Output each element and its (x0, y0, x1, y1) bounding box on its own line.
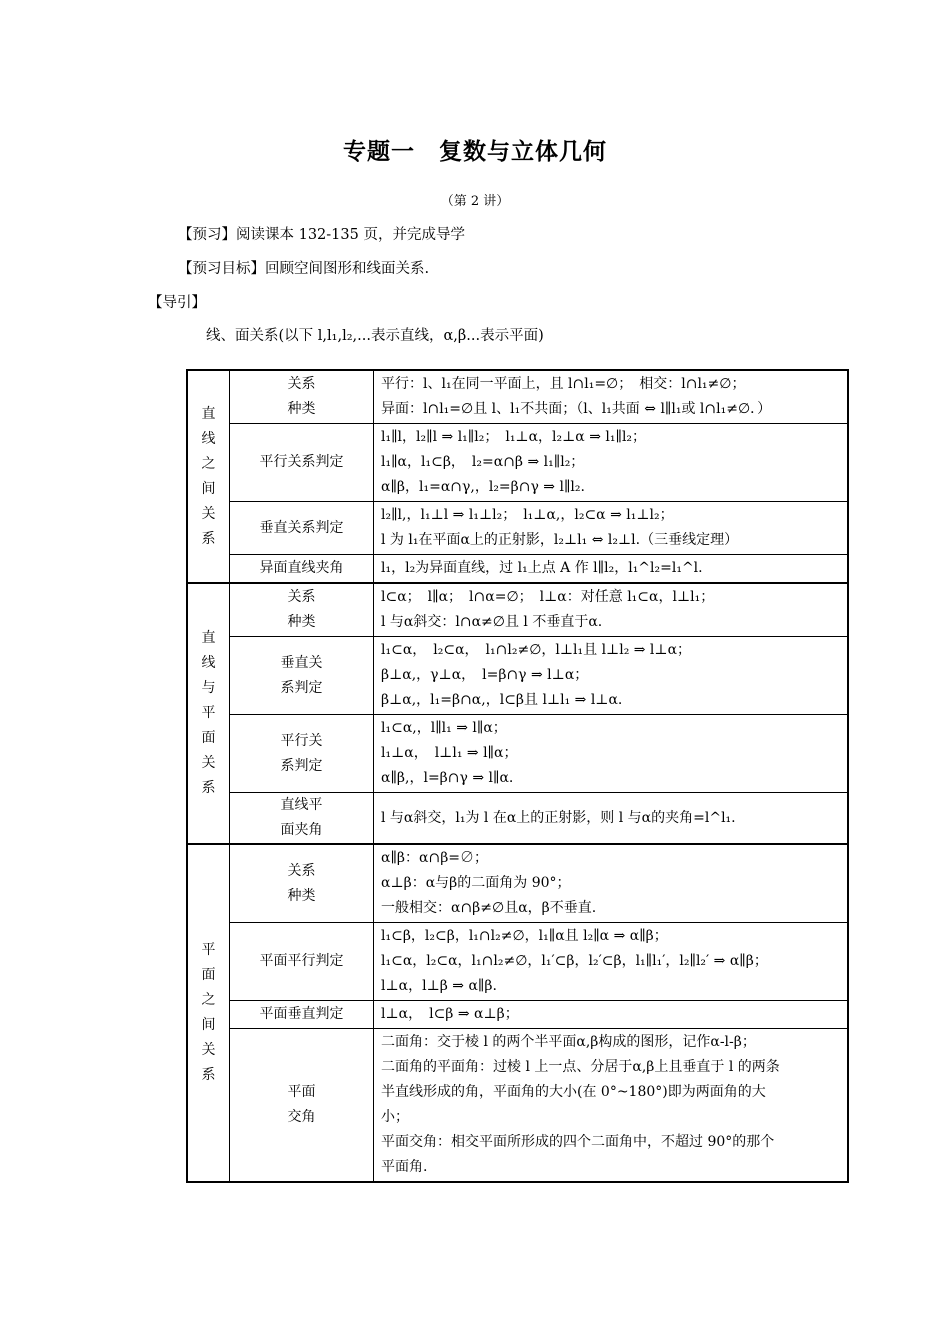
row-content: l₁，l₂为异面直线，过 l₁上点 A 作 l∥l₂，l₁^l₂=l₁^l. (374, 555, 849, 584)
table-row (187, 502, 848, 555)
row-content: 二面角：交于棱 l 的两个半平面α,β构成的图形，记作α-l-β； 二面角的平面角：过棱 l 上一点、分居于α,β上且垂直于 l 的两条 半直线形成的角，平面角的大小(在 0°~180°)即为两面角的大 小； 平面交角：相交平面所形成的四个二面角中，不超过 90°的那个 平面角. (374, 1029, 849, 1183)
row-content: l⊥α， l⊂β ⇒ α⊥β； (374, 1001, 849, 1029)
row-label: 垂直关 系判定 (230, 637, 374, 715)
guide-heading: 【导引】 (148, 295, 206, 311)
table-row (187, 793, 848, 845)
row-content: l₁⊂β，l₂⊂β，l₁∩l₂≠∅，l₁∥α且 l₂∥α ⇒ α∥β； l₁⊂α，l₂⊂α，l₁∩l₂≠∅，l₁′⊂β，l₂′⊂β，l₁∥l₁′，l₂∥l₂′ ⇒ α∥β； l⊥α，l⊥β ⇒ α∥β. (374, 923, 849, 1001)
row-content: l⊂α； l∥α； l∩α=∅； l⊥α：对任意 l₁⊂α，l⊥l₁； l 与α斜交：l∩α≠∅且 l 不垂直于α. (374, 583, 849, 637)
row-label: 垂直关系判定 (230, 502, 374, 555)
table-row (187, 715, 848, 793)
row-content: α∥β：α∩β=∅； α⊥β：α与β的二面角为 90°； 一般相交：α∩β≠∅且α，β不垂直. (374, 844, 849, 923)
row-content: l₁⊂α,，l∥l₁ ⇒ l∥α； l₁⊥α， l⊥l₁ ⇒ l∥α； α∥β,，l=β∩γ ⇒ l∥α. (374, 715, 849, 793)
table-row (187, 844, 848, 923)
page-title: 专题一 复数与立体几何 (343, 139, 607, 165)
row-label: 直线平 面夹角 (230, 793, 374, 845)
table-row (187, 923, 848, 1001)
section-name: 直 线 之 间 关 系 (187, 370, 230, 583)
table-row (187, 1001, 848, 1029)
row-label: 关系 种类 (230, 844, 374, 923)
section-name: 直 线 与 平 面 关 系 (187, 583, 230, 844)
table-row (187, 1029, 848, 1183)
row-label: 平行关系判定 (230, 424, 374, 502)
row-label: 关系 种类 (230, 370, 374, 424)
row-label: 关系 种类 (230, 583, 374, 637)
row-label: 平面垂直判定 (230, 1001, 374, 1029)
row-label: 异面直线夹角 (230, 555, 374, 584)
relations-table (186, 369, 849, 1183)
intro-text: 线、面关系(以下 l,l₁,l₂,...表示直线，α,β...表示平面) (206, 328, 544, 344)
lecture-number: （第 2 讲） (440, 194, 510, 209)
table-row (187, 583, 848, 637)
row-content: l₁⊂α， l₂⊂α， l₁∩l₂≠∅，l⊥l₁且 l⊥l₂ ⇒ l⊥α； β⊥α,，γ⊥α， l=β∩γ ⇒ l⊥α； β⊥α,，l₁=β∩α,，l⊂β且 l⊥l₁ ⇒ l⊥α. (374, 637, 849, 715)
table-row (187, 637, 848, 715)
table-row (187, 424, 848, 502)
row-label: 平行关 系判定 (230, 715, 374, 793)
row-content: 平行：l、l₁在同一平面上，且 l∩l₁=∅； 相交：l∩l₁≠∅； 异面：l∩l₁=∅且 l、l₁不共面；（l、l₁共面 ⇔ l∥l₁或 l∩l₁≠∅．） (374, 370, 849, 424)
preview-text: 【预习】阅读课本 132-135 页，并完成导学 (178, 227, 465, 243)
row-content: l₁∥l，l₂∥l ⇒ l₁∥l₂； l₁⊥α，l₂⊥α ⇒ l₁∥l₂； l₁∥α，l₁⊂β， l₂=α∩β ⇒ l₁∥l₂； α∥β，l₁=α∩γ,，l₂=β∩γ ⇒ l∥l₂. (374, 424, 849, 502)
table-row (187, 370, 848, 424)
row-content: l 与α斜交，l₁为 l 在α上的正射影，则 l 与α的夹角=l^l₁. (374, 793, 849, 845)
table-row (187, 555, 848, 584)
row-content: l₂∥l,，l₁⊥l ⇒ l₁⊥l₂； l₁⊥α,，l₂⊂α ⇒ l₁⊥l₂； l 为 l₁在平面α上的正射影，l₂⊥l₁ ⇔ l₂⊥l.（三垂线定理） (374, 502, 849, 555)
row-label: 平面平行判定 (230, 923, 374, 1001)
preview-goal-text: 【预习目标】回顾空间图形和线面关系. (178, 261, 430, 277)
row-label: 平面 交角 (230, 1029, 374, 1183)
section-name: 平 面 之 间 关 系 (187, 844, 230, 1182)
